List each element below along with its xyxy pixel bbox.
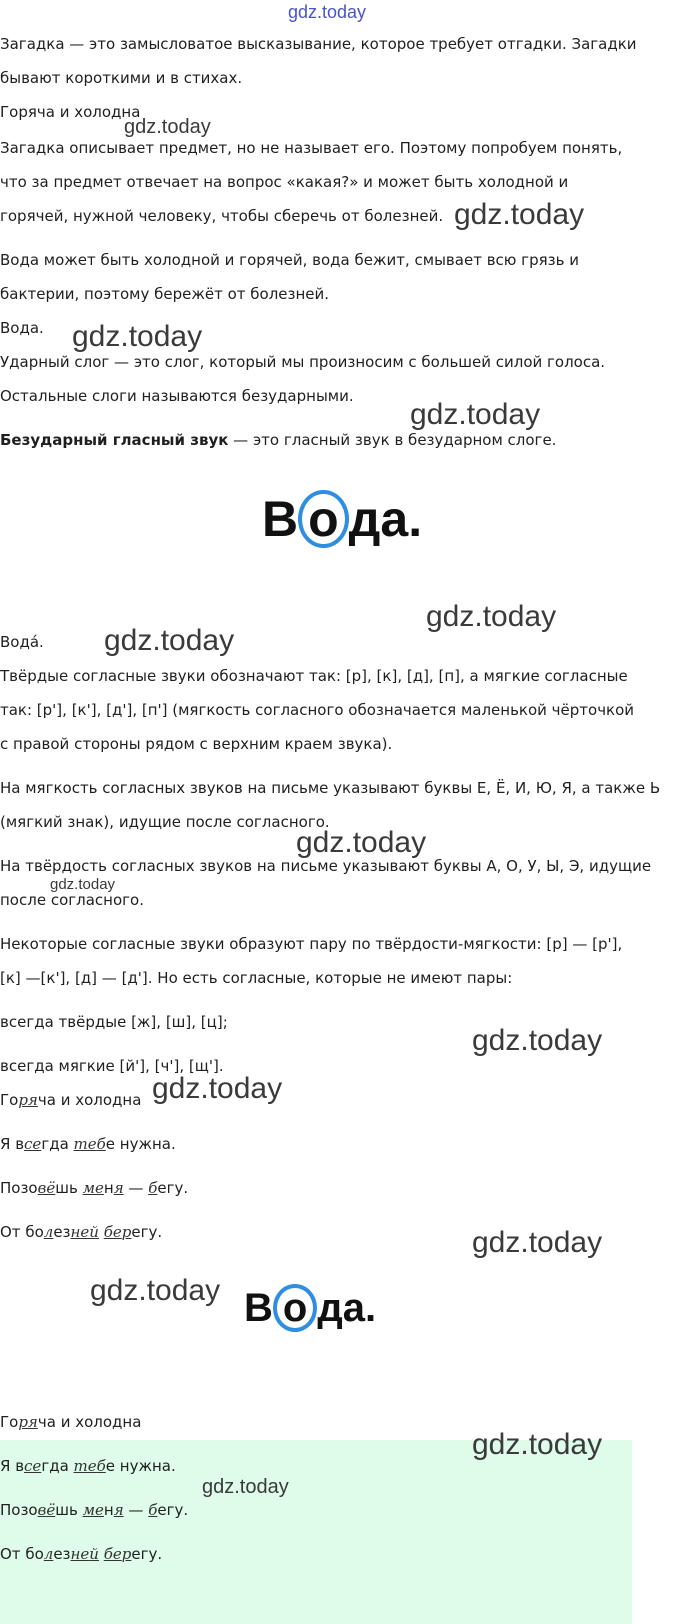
paragraph-line: горячей, нужной человеку, чтобы сберечь от болезней. bbox=[0, 207, 444, 225]
paragraph-line: бывают короткими и в стихах. bbox=[0, 69, 243, 87]
riddle-line-4: От болезней берегу. bbox=[0, 1223, 163, 1241]
watermark: gdz.today bbox=[202, 1476, 289, 1498]
watermark: gdz.today bbox=[472, 1226, 603, 1259]
riddle-line-1: Горяча и холодна bbox=[0, 1413, 142, 1431]
definition-text: — это гласный звук в безударном слоге. bbox=[228, 431, 557, 449]
answer-line: Вода. bbox=[0, 319, 44, 337]
paragraph-line: Некоторые согласные звуки образуют пару по твёрдости-мягкости: [р] — [р'], bbox=[0, 935, 623, 953]
watermark: gdz.today bbox=[410, 398, 541, 431]
riddle-line-1: Горяча и холодна bbox=[0, 1091, 142, 1109]
stressed-vowel-ring: о bbox=[298, 490, 349, 548]
riddle-line-2: Я всегда тебе нужна. bbox=[0, 1135, 176, 1153]
paragraph-line: после согласного. bbox=[0, 891, 144, 909]
paragraph-line: всегда мягкие [й'], [ч'], [щ']. bbox=[0, 1057, 224, 1075]
watermark: gdz.today bbox=[90, 1274, 221, 1307]
watermark: gdz.today bbox=[152, 1072, 283, 1105]
paragraph-line: Твёрдые согласные звуки обозначают так: [р], [к], [д], [п], а мягкие согласные bbox=[0, 667, 628, 685]
definition-term: Безударный гласный звук bbox=[0, 431, 229, 449]
paragraph-line: что за предмет отвечает на вопрос «какая?» и может быть холодной и bbox=[0, 173, 569, 191]
paragraph-line: Остальные слоги называются безударными. bbox=[0, 387, 354, 405]
paragraph-line: На твёрдость согласных звуков на письме указывают буквы А, О, У, Ы, Э, идущие bbox=[0, 857, 652, 875]
watermark: gdz.today bbox=[72, 320, 203, 353]
paragraph-line: всегда твёрдые [ж], [ш], [ц]; bbox=[0, 1013, 228, 1031]
riddle-line-3: Позовёшь меня — бегу. bbox=[0, 1501, 189, 1519]
paragraph-line: с правой стороны рядом с верхним краем звука). bbox=[0, 735, 393, 753]
paragraph-line: [к] —[к'], [д] — [д']. Но есть согласные, которые не имеют пары: bbox=[0, 969, 513, 987]
paragraph-line: Загадка описывает предмет, но не называет его. Поэтому попробуем понять, bbox=[0, 139, 623, 157]
watermark: gdz.today bbox=[104, 624, 235, 657]
definition-line bbox=[0, 422, 556, 458]
riddle-line-2: Я всегда тебе нужна. bbox=[0, 1457, 176, 1475]
watermark: gdz.today bbox=[124, 116, 211, 138]
riddle-line: Горяча и холодна bbox=[0, 103, 141, 121]
paragraph-line: Ударный слог — это слог, который мы произносим с большей силой голоса. bbox=[0, 353, 606, 371]
paragraph-line: (мягкий знак), идущие после согласного. bbox=[0, 813, 330, 831]
watermark-top: gdz.today bbox=[288, 2, 367, 22]
paragraph-line: Вода может быть холодной и горячей, вода бежит, смывает всю грязь и bbox=[0, 251, 579, 269]
watermark: gdz.today bbox=[454, 198, 585, 231]
stressed-vowel-ring: о bbox=[273, 1284, 317, 1332]
watermark: gdz.today bbox=[472, 1024, 603, 1057]
answer-line: Вода́. bbox=[0, 633, 44, 651]
riddle-line-3: Позовёшь меня — бегу. bbox=[0, 1179, 189, 1197]
watermark: gdz.today bbox=[426, 600, 557, 633]
watermark: gdz.today bbox=[50, 876, 116, 893]
riddle-line-4: От болезней берегу. bbox=[0, 1545, 163, 1563]
paragraph-line: так: [р'], [к'], [д'], [п'] (мягкость согласного обозначается маленькой чёрточкой bbox=[0, 701, 635, 719]
watermark: gdz.today bbox=[472, 1428, 603, 1461]
stressed-word-illustration: В о да. bbox=[262, 491, 423, 547]
paragraph-line: бактерии, поэтому бережёт от болезней. bbox=[0, 285, 330, 303]
stressed-word-illustration-2: В о да. bbox=[244, 1286, 377, 1330]
paragraph-line: Загадка — это замысловатое высказывание, которое требует отгадки. Загадки bbox=[0, 35, 637, 53]
watermark: gdz.today bbox=[296, 826, 427, 859]
paragraph-line: На мягкость согласных звуков на письме указывают буквы Е, Ё, И, Ю, Я, а также Ь bbox=[0, 779, 661, 797]
